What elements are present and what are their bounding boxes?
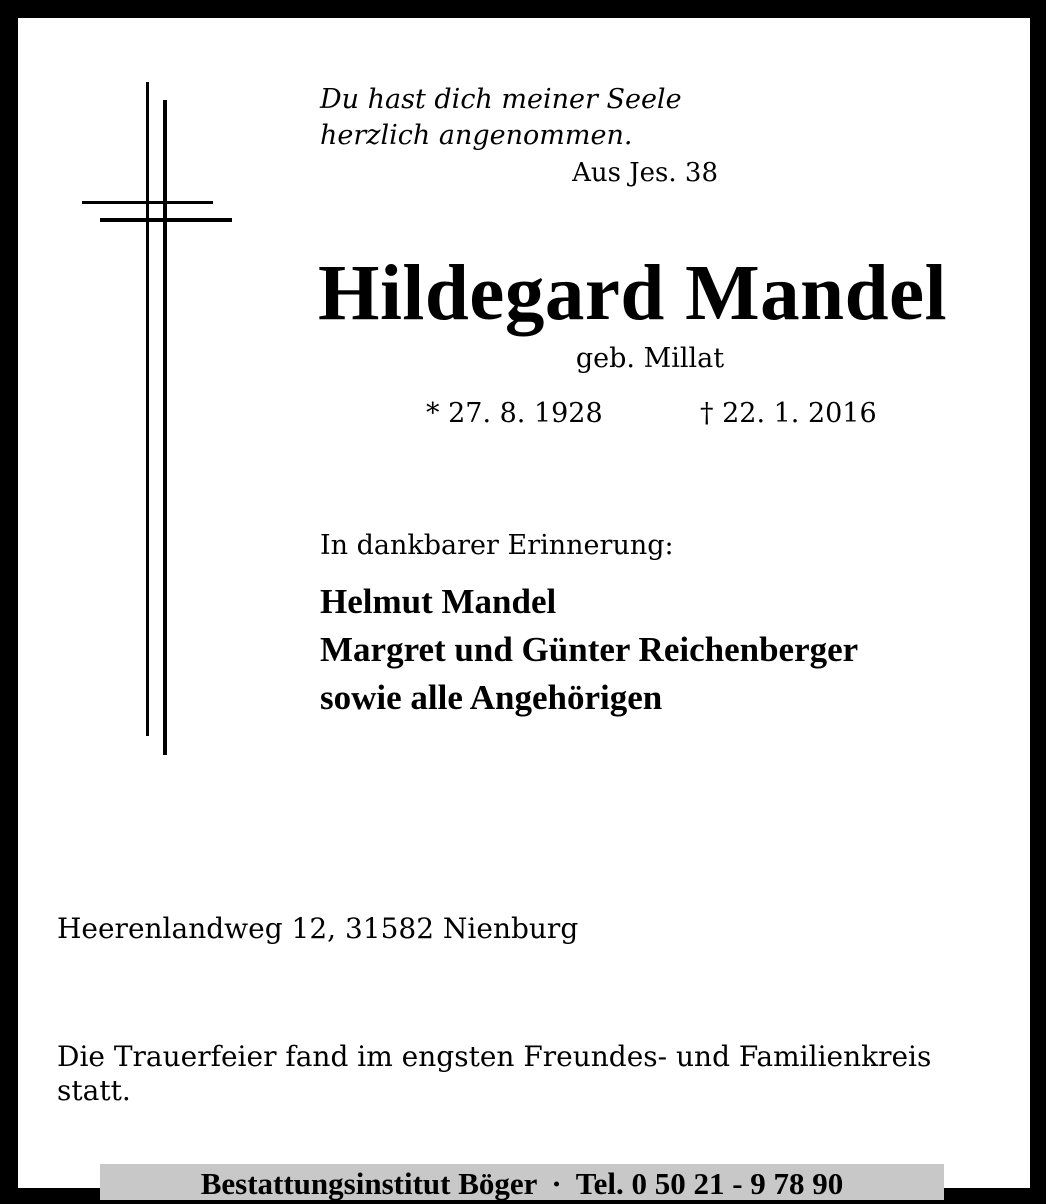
deceased-name: Hildegard Mandel bbox=[318, 250, 948, 337]
verse-line-1: Du hast dich meiner Seele bbox=[320, 84, 682, 115]
verse-reference: Aus Jes. 38 bbox=[572, 158, 718, 188]
birth-date: * 27. 8. 1928 bbox=[426, 398, 603, 429]
death-date: † 22. 1. 2016 bbox=[700, 398, 877, 429]
mourners-list bbox=[320, 578, 858, 722]
verse-line-2: herzlich angenommen. bbox=[320, 120, 633, 151]
memory-label: In dankbarer Erinnerung: bbox=[320, 530, 674, 561]
footer-bar bbox=[100, 1164, 944, 1200]
mourner-item: sowie alle Angehörigen bbox=[320, 678, 663, 717]
funeral-home-phone: Tel. 0 50 21 - 9 78 90 bbox=[575, 1166, 844, 1201]
mourner-item: Margret und Günter Reichenberger bbox=[320, 630, 859, 669]
address: Heerenlandweg 12, 31582 Nienburg bbox=[57, 912, 579, 945]
footer-separator: · bbox=[551, 1166, 562, 1201]
mourner-item: Helmut Mandel bbox=[320, 582, 557, 621]
funeral-home-name: Bestattungsinstitut Böger bbox=[200, 1166, 538, 1201]
bible-verse bbox=[320, 82, 740, 154]
service-note: Die Trauerfeier fand im engsten Freundes- und Familienkreis statt. bbox=[57, 1040, 932, 1107]
maiden-name: geb. Millat bbox=[575, 343, 725, 374]
